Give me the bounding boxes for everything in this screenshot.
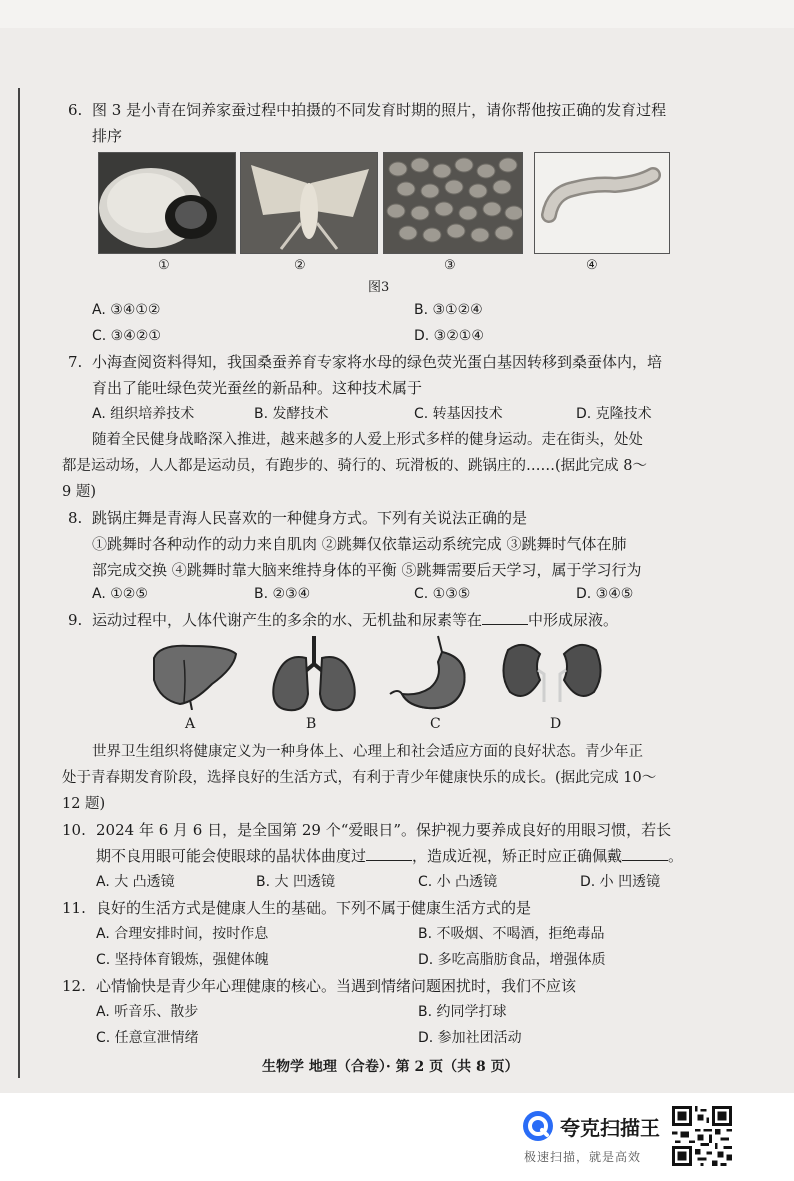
- q6-line2: 排序: [92, 127, 123, 145]
- q10-text-c: 。: [668, 847, 684, 865]
- qr-code-icon: [672, 1106, 732, 1166]
- stomach-icon: [388, 634, 474, 714]
- photo-label-2: ②: [294, 258, 306, 273]
- q10-line1: 2024 年 6 月 6 日，是全国第 29 个“爱眼日”。保护视力要养成良好的用眼习惯，若长: [96, 821, 672, 839]
- q8-number: 8.: [68, 509, 83, 527]
- q10-blank-2: [622, 846, 668, 861]
- q12-option-a: A. 听音乐、散步: [96, 1004, 199, 1020]
- q9-blank: [482, 610, 528, 625]
- q12-option-b: B. 约同学打球: [418, 1004, 507, 1020]
- q8-line1: 跳锅庄舞是青海人民喜欢的一种健身方式。下列有关说法正确的是: [92, 509, 528, 527]
- q11-option-c: C. 坚持体育锻炼，强健体魄: [96, 952, 269, 968]
- passage1-line3: 9 题): [62, 484, 96, 500]
- q10-line2: [96, 846, 683, 866]
- organ-label-c: C: [430, 716, 441, 732]
- q10-option-a: A. 大 凸透镜: [96, 874, 175, 890]
- lungs-icon: [268, 634, 360, 714]
- q10-option-d: D. 小 凹透镜: [580, 874, 661, 890]
- q12-line1: 心情愉快是青少年心理健康的核心。当遇到情绪问题困扰时，我们不应该: [96, 977, 577, 995]
- q7-number: 7.: [68, 353, 83, 371]
- figure-3-caption: 图3: [368, 280, 390, 295]
- q10-text-a: 期不良用眼可能会使眼球的晶状体曲度过: [96, 847, 367, 865]
- organ-label-d: D: [550, 716, 562, 732]
- q11-option-a: A. 合理安排时间，按时作息: [96, 926, 269, 942]
- liver-icon: [150, 640, 240, 710]
- q7-option-a: A. 组织培养技术: [92, 406, 195, 422]
- q10-option-c: C. 小 凸透镜: [418, 874, 498, 890]
- q6-option-b: B. ③①②④: [414, 302, 483, 318]
- photo-label-1: ①: [158, 258, 170, 273]
- kidneys-icon: [500, 640, 604, 708]
- q10-text-b: ，造成近视，矫正时应正确佩戴: [412, 847, 623, 865]
- passage2-line2: 处于青春期发育阶段，选择良好的生活方式，有利于青少年健康快乐的成长。(据此完成 10～: [62, 770, 657, 786]
- organ-label-b: B: [306, 716, 317, 732]
- q8-line3: 部完成交换 ④跳舞时靠大脑来维持身体的平衡 ⑤跳舞需要后天学习，属于学习行为: [92, 561, 642, 579]
- q6-line1: 图 3 是小青在饲养家蚕过程中拍摄的不同发育时期的照片，请你帮他按正确的发育过程: [92, 101, 667, 119]
- q10-option-b: B. 大 凹透镜: [256, 874, 335, 890]
- page-footer: 生物学 地理（合卷）· 第 2 页（共 8 页）: [262, 1059, 519, 1075]
- q11-option-b: B. 不吸烟、不喝酒，拒绝毒品: [418, 926, 605, 942]
- q11-number: 11.: [62, 899, 86, 917]
- q9-text-after: 中形成尿液。: [528, 611, 619, 629]
- passage2-line1: 世界卫生组织将健康定义为一种身体上、心理上和社会适应方面的良好状态。青少年正: [92, 744, 643, 760]
- q6-number: 6.: [68, 101, 83, 119]
- q11-line1: 良好的生活方式是健康人生的基础。下列不属于健康生活方式的是: [96, 899, 532, 917]
- photo-eggs: [383, 152, 523, 254]
- q7-option-c: C. 转基因技术: [414, 406, 503, 422]
- q7-option-d: D. 克隆技术: [576, 406, 652, 422]
- q6-option-a: A. ③④①②: [92, 302, 161, 318]
- q6-option-c: C. ③④②①: [92, 328, 161, 344]
- q7-option-b: B. 发酵技术: [254, 406, 329, 422]
- photo-label-3: ③: [444, 258, 456, 273]
- photo-moth: [240, 152, 378, 254]
- quark-logo-icon: [522, 1110, 554, 1142]
- passage1-line2: 都是运动场，人人都是运动员，有跑步的、骑行的、玩滑板的、跳锅庄的……(据此完成 8～: [62, 458, 647, 474]
- q9-stem: [92, 610, 618, 630]
- photo-label-4: ④: [586, 258, 598, 273]
- q12-option-c: C. 任意宣泄情绪: [96, 1030, 199, 1046]
- binding-margin-line: [18, 88, 20, 1078]
- photo-cocoon: [98, 152, 236, 254]
- q7-line2: 育出了能吐绿色荧光蚕丝的新品种。这种技术属于: [92, 379, 423, 397]
- q11-option-d: D. 多吃高脂肪食品，增强体质: [418, 952, 606, 968]
- passage2-line3: 12 题): [62, 796, 106, 812]
- q9-text-before: 运动过程中，人体代谢产生的多余的水、无机盐和尿素等在: [92, 611, 483, 629]
- q10-blank-1: [366, 846, 412, 861]
- q12-number: 12.: [62, 977, 86, 995]
- q8-option-b: B. ②③④: [254, 586, 311, 602]
- photo-silkworm: [534, 152, 670, 254]
- q6-option-d: D. ③②①④: [414, 328, 484, 344]
- passage1-line1: 随着全民健身战略深入推进，越来越多的人爱上形式多样的健身运动。走在街头，处处: [92, 432, 643, 448]
- q8-option-d: D. ③④⑤: [576, 586, 634, 602]
- q8-option-a: A. ①②⑤: [92, 586, 148, 602]
- q10-number: 10.: [62, 821, 86, 839]
- q8-line2: ①跳舞时各种动作的动力来自肌肉 ②跳舞仅依靠运动系统完成 ③跳舞时气体在肺: [92, 535, 627, 553]
- scanner-tagline: 极速扫描，就是高效: [524, 1150, 642, 1164]
- q12-option-d: D. 参加社团活动: [418, 1030, 522, 1046]
- q7-line1: 小海查阅资料得知，我国桑蚕养育专家将水母的绿色荧光蛋白基因转移到桑蚕体内，培: [92, 353, 663, 371]
- q9-number: 9.: [68, 611, 83, 629]
- organ-label-a: A: [185, 716, 196, 732]
- scanner-brand: 夸克扫描王: [560, 1116, 660, 1140]
- q8-option-c: C. ①③⑤: [414, 586, 471, 602]
